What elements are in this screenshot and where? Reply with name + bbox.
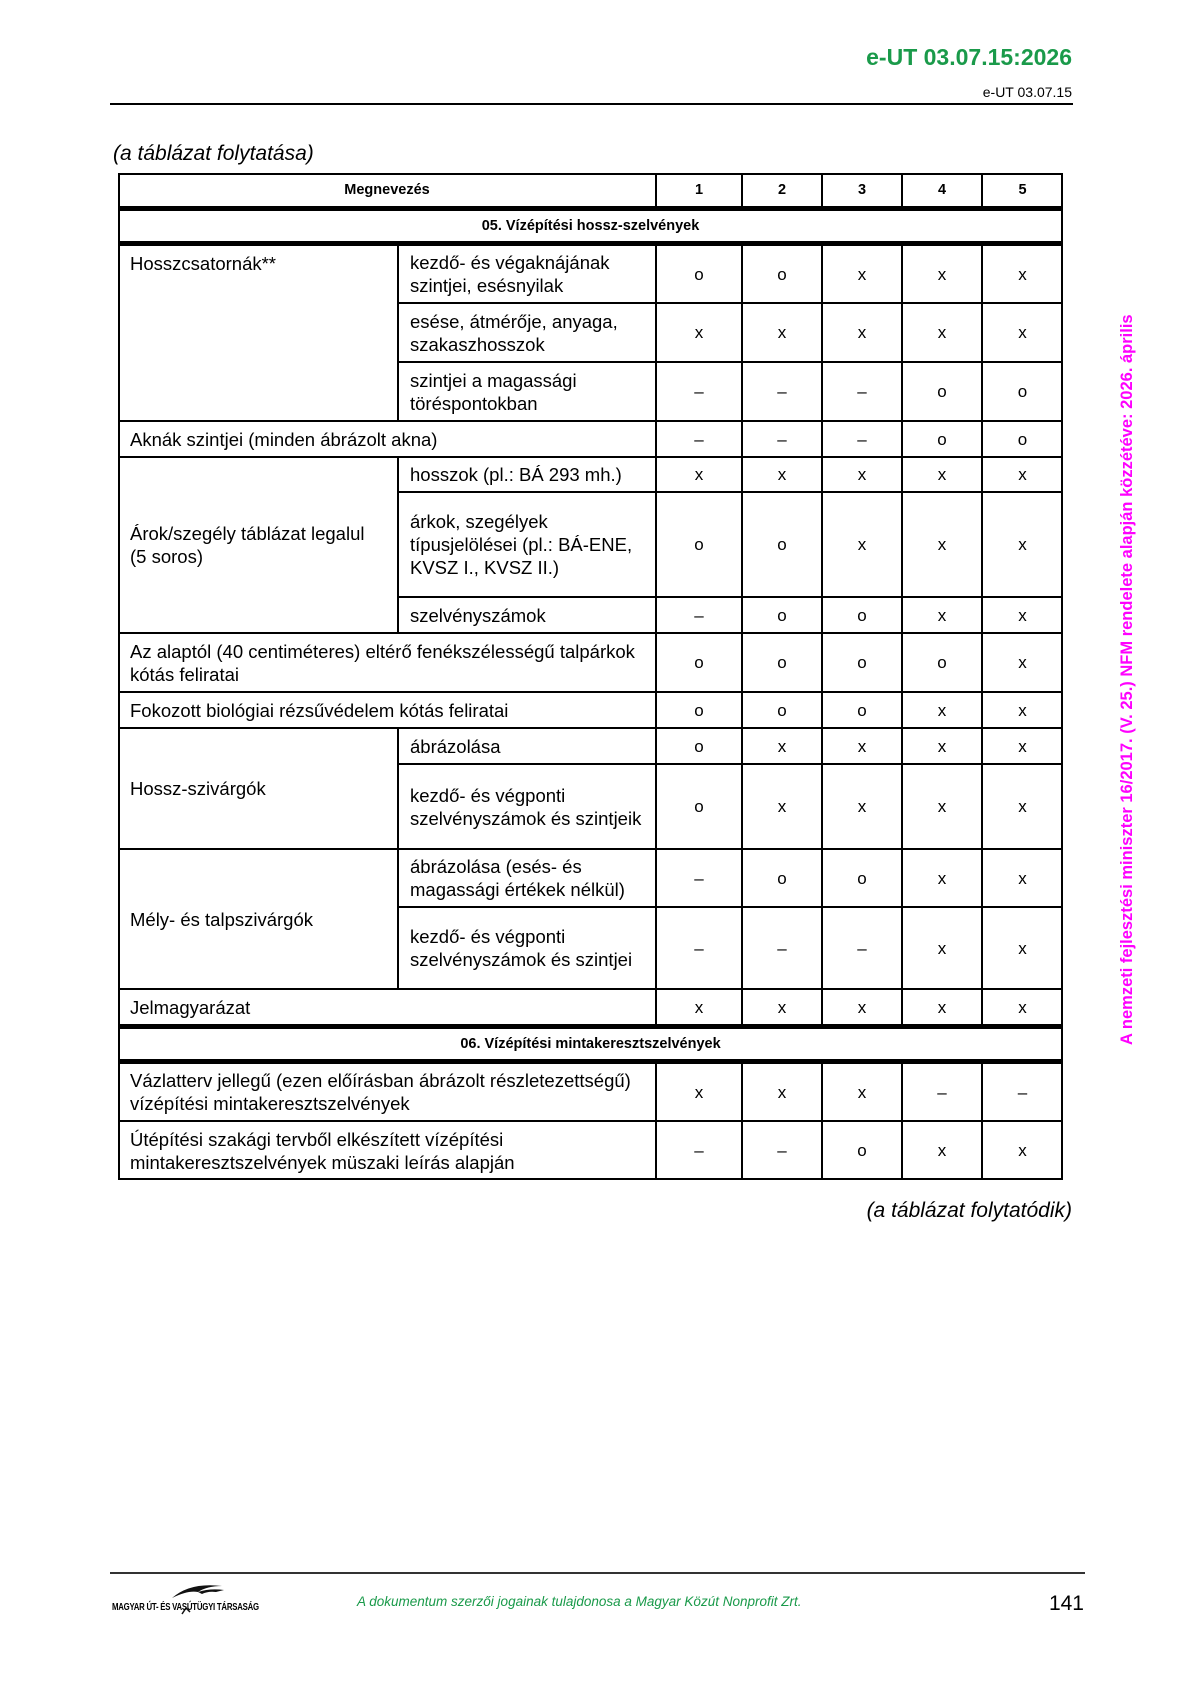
column-divider	[741, 1059, 743, 1180]
mark-cell: o	[777, 700, 787, 720]
column-divider	[901, 173, 903, 207]
document-code-short: e-UT 03.07.15	[982, 84, 1072, 100]
mark-cell: –	[777, 938, 787, 958]
mark-cell: x	[777, 1082, 787, 1102]
mark-cell: x	[937, 700, 947, 720]
row-sub-label-text: szintjei a magassági töréspontokban	[410, 369, 577, 414]
row-sub-label-text: kezdő- és végaknájának szintjei, esésnyilak	[410, 252, 610, 296]
section-title: 05. Vízépítési hossz-szelvények	[481, 217, 700, 234]
section-title: 06. Vízépítési mintakeresztszelvények	[460, 1035, 721, 1052]
row-group-label	[118, 1063, 656, 1121]
row-sub-label-text: árkok, szegélyek típusjelölései (pl.: BÁ-ENE, KVSZ I., KVSZ II.)	[410, 511, 633, 578]
mark-cell: x	[1018, 736, 1027, 756]
row-group-label-text: Mély- és talpszivárgók	[130, 908, 314, 930]
society-logo-text: MAGYAR ÚT- ÉS VASÚTÜGYI TÁRSASÁG	[112, 1602, 259, 1613]
row-sub-label	[398, 764, 656, 849]
mark-cell: x	[694, 997, 704, 1017]
mark-cell: o	[857, 1141, 867, 1160]
column-header: 3	[857, 181, 867, 198]
mark-cell: –	[937, 1082, 947, 1102]
mark-cell: x	[1018, 868, 1027, 888]
mark-cell: x	[937, 997, 947, 1017]
mark-cell: o	[777, 605, 787, 625]
row-group-label-text: Az alaptól (40 centiméteres) eltérő fenékszélességű talpárkok kótás feliratai	[130, 640, 635, 685]
column-divider	[741, 241, 743, 1026]
column-divider	[655, 241, 657, 1026]
mark-cell: x	[694, 323, 704, 342]
mark-cell: x	[694, 465, 704, 484]
mark-cell: –	[857, 429, 867, 449]
column-divider	[655, 1059, 657, 1180]
mark-cell: x	[857, 323, 867, 342]
mark-cell: –	[777, 1141, 787, 1160]
mark-cell: o	[857, 653, 867, 672]
mark-cell: x	[937, 465, 947, 484]
row-sub-label	[398, 362, 656, 421]
row-sub-label-text: szelvényszámok	[410, 604, 546, 626]
table-continues-note: (a táblázat folytatódik)	[866, 1199, 1072, 1222]
mark-cell: x	[1018, 938, 1027, 958]
row-group-label-text: Vázlatterv jellegű (ezen előírásban ábrázolt részletezettségű) vízépítési mintakeresztszelvények	[130, 1070, 631, 1114]
mark-cell: o	[777, 868, 787, 888]
document-code: e-UT 03.07.15:2026	[866, 44, 1072, 70]
mark-cell: x	[937, 868, 947, 888]
mark-cell: –	[694, 605, 704, 625]
mark-cell: –	[777, 382, 787, 401]
mark-cell: x	[857, 465, 867, 484]
mark-cell: x	[1018, 700, 1027, 720]
mark-cell: x	[777, 997, 787, 1017]
mark-cell: o	[694, 736, 704, 756]
row-group-label-text: Árok/szegély táblázat legalul (5 soros)	[130, 523, 365, 567]
row-sub-label	[398, 303, 656, 362]
mark-cell: x	[937, 605, 947, 625]
row-sub-label	[398, 728, 656, 764]
mark-cell: –	[694, 382, 704, 401]
mark-cell: o	[777, 535, 787, 554]
mark-cell: x	[857, 736, 867, 756]
mark-cell: x	[1018, 1141, 1027, 1160]
mark-cell: o	[857, 605, 867, 625]
mark-cell: o	[937, 429, 947, 449]
row-group-label	[118, 245, 398, 421]
row-group-label-text: Útépítési szakági tervből elkészített vízépítési mintakeresztszelvények müszaki leírás alapján	[130, 1128, 515, 1173]
mark-cell: x	[937, 938, 947, 958]
publication-side-note: A nemzeti fejlesztési miniszter 16/2017. (V. 25.) NFM rendelete alapján közzétéve: 2026. április	[1118, 314, 1136, 1045]
row-sub-label	[398, 457, 656, 492]
column-header: 2	[777, 181, 787, 198]
table-continuation-note: (a táblázat folytatása)	[113, 142, 314, 165]
mark-cell: –	[694, 1141, 704, 1160]
mark-cell: o	[857, 700, 867, 720]
row-sub-label	[398, 849, 656, 907]
mark-cell: –	[857, 938, 867, 958]
mark-cell: –	[694, 868, 704, 888]
column-header: 5	[1018, 181, 1027, 198]
mark-cell: –	[694, 429, 704, 449]
mark-cell: x	[777, 323, 787, 342]
mark-cell: x	[1018, 323, 1027, 342]
row-group-label	[118, 633, 656, 692]
mark-cell: o	[937, 653, 947, 672]
mark-cell: o	[694, 700, 704, 720]
mark-cell: x	[857, 535, 867, 554]
row-group-label-text: Hossz-szivárgók	[130, 778, 266, 799]
mark-cell: –	[1017, 1082, 1028, 1102]
mark-cell: o	[777, 653, 787, 672]
column-divider	[821, 173, 823, 207]
mark-cell: x	[777, 465, 787, 484]
column-divider	[981, 1059, 983, 1180]
mark-cell: x	[1018, 605, 1027, 625]
row-group-label	[118, 421, 656, 457]
footer-divider	[110, 1572, 1085, 1574]
column-divider	[655, 173, 657, 207]
column-divider	[901, 1059, 903, 1180]
mark-cell: x	[937, 797, 947, 816]
mark-cell: o	[694, 653, 704, 672]
mark-cell: x	[1018, 264, 1027, 284]
mark-cell: x	[1018, 797, 1027, 816]
mark-cell: o	[937, 382, 947, 401]
mark-cell: x	[1018, 997, 1027, 1017]
row-group-label-text: Hosszcsatornák**	[130, 253, 277, 274]
column-divider	[741, 173, 743, 207]
row-group-label	[118, 849, 398, 989]
mark-cell: o	[694, 535, 704, 554]
mark-cell: o	[1017, 382, 1028, 401]
row-sub-label-text: hosszok (pl.: BÁ 293 mh.)	[410, 464, 622, 485]
mark-cell: x	[937, 1141, 947, 1160]
mark-cell: x	[857, 797, 867, 816]
column-header: Megnevezés	[344, 181, 430, 198]
row-sub-label	[398, 907, 656, 989]
mark-cell: x	[777, 797, 787, 816]
row-group-label	[118, 457, 398, 633]
row-group-label	[118, 728, 398, 849]
copyright-notice: A dokumentum szerzői jogainak tulajdonosa a Magyar Közút Nonprofit Zrt.	[357, 1594, 802, 1609]
column-divider	[981, 173, 983, 207]
row-sub-label-text: kezdő- és végponti szelvényszámok és szintjei	[410, 926, 633, 970]
column-header: 1	[694, 181, 704, 198]
mark-cell: x	[1018, 465, 1027, 484]
mark-cell: o	[1017, 429, 1028, 449]
row-group-label	[118, 1121, 656, 1180]
column-divider	[981, 241, 983, 1026]
page-number: 141	[1048, 1592, 1084, 1615]
mark-cell: x	[937, 736, 947, 756]
mark-cell: –	[857, 382, 867, 401]
header-divider	[110, 103, 1073, 105]
mark-cell: x	[777, 736, 787, 756]
row-group-label-text: Fokozott biológiai rézsűvédelem kótás feliratai	[130, 699, 509, 721]
row-sub-label	[398, 597, 656, 633]
column-divider	[821, 1059, 823, 1180]
row-group-label-text: Aknák szintjei (minden ábrázolt akna)	[130, 428, 438, 450]
row-sub-label-text: ábrázolása (esés- és magassági értékek nélkül)	[410, 856, 625, 900]
row-sub-label	[398, 245, 656, 303]
mark-cell: x	[857, 997, 867, 1017]
mark-cell: o	[857, 868, 867, 888]
row-sub-label-text: esése, átmérője, anyaga, szakaszhosszok	[410, 310, 618, 355]
requirements-table	[118, 173, 1063, 1180]
column-divider	[901, 241, 903, 1026]
mark-cell: x	[937, 264, 947, 284]
mark-cell: –	[777, 429, 787, 449]
mark-cell: x	[937, 535, 947, 554]
row-sub-label-text: ábrázolása	[410, 735, 501, 757]
mark-cell: o	[777, 264, 787, 284]
column-header: 4	[937, 181, 947, 198]
mark-cell: x	[1018, 653, 1027, 672]
row-sub-label	[398, 492, 656, 597]
mark-cell: x	[1018, 535, 1027, 554]
mark-cell: x	[857, 1082, 867, 1102]
mark-cell: x	[937, 323, 947, 342]
row-group-label	[118, 989, 656, 1025]
mark-cell: o	[694, 264, 704, 284]
column-divider	[821, 241, 823, 1026]
row-sub-label-text: kezdő- és végponti szelvényszámok és szintjeik	[410, 784, 642, 829]
mark-cell: o	[694, 797, 704, 816]
mark-cell: –	[694, 938, 704, 958]
row-group-label	[118, 692, 656, 728]
mark-cell: x	[694, 1082, 704, 1102]
row-group-label-text: Jelmagyarázat	[130, 996, 251, 1018]
mark-cell: x	[857, 264, 867, 284]
